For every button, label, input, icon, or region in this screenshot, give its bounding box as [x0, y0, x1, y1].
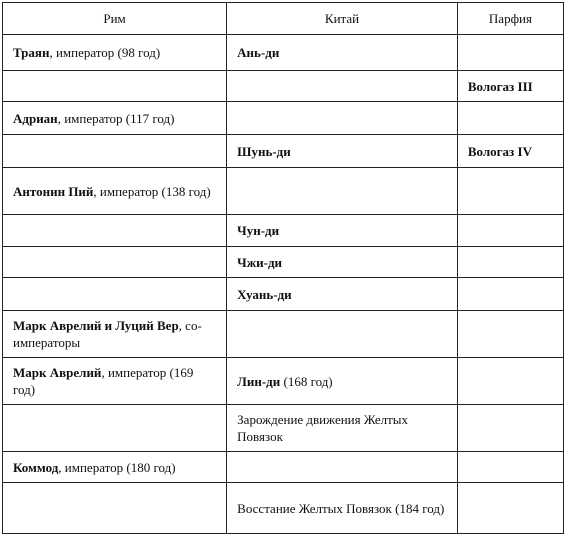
table-row [3, 311, 564, 358]
cell-china [227, 358, 458, 405]
cell-parthia [457, 311, 563, 358]
cell-rome [3, 452, 227, 483]
china-detail: Восстание Желтых Повязок (184 год) [237, 500, 445, 516]
cell-parthia [457, 102, 563, 135]
china-detail: (168 год) [280, 373, 333, 389]
table-row [3, 102, 564, 135]
rome-detail: , император (138 год) [93, 183, 211, 199]
cell-parthia [457, 452, 563, 483]
table-row [3, 483, 564, 534]
cell-china [227, 311, 458, 358]
cell-china [227, 135, 458, 168]
table-row [3, 452, 564, 483]
rome-name: Антонин Пий [13, 183, 94, 199]
cell-rome [3, 71, 227, 102]
cell-rome [3, 135, 227, 168]
rome-detail: , император (98 год) [49, 45, 161, 60]
china-detail: Зарождение движения Желтых Повязок [237, 412, 409, 444]
cell-parthia [457, 483, 563, 534]
header-china: Китай [227, 3, 458, 35]
header-row [3, 3, 564, 35]
table-row [3, 405, 564, 452]
china-name: Ань-ди [237, 45, 280, 60]
china-name: Хуань-ди [237, 286, 292, 302]
cell-rome [3, 405, 227, 452]
table-row [3, 358, 564, 405]
cell-rome [3, 358, 227, 405]
table-row [3, 135, 564, 168]
rome-detail: , император (169 год) [13, 365, 194, 397]
cell-rome [3, 35, 227, 71]
cell-parthia [457, 358, 563, 405]
cell-china [227, 452, 458, 483]
rome-detail: , со-императоры [13, 318, 202, 350]
rome-name: Марк Аврелий и Луций Вер [13, 318, 179, 333]
table-row [3, 278, 564, 311]
rome-name: Коммод [13, 459, 59, 475]
cell-parthia [457, 35, 563, 71]
cell-china [227, 71, 458, 102]
china-name: Чжи-ди [237, 254, 283, 270]
cell-rome [3, 278, 227, 311]
cell-parthia [457, 168, 563, 215]
cell-parthia [457, 135, 563, 168]
rome-name: Траян [13, 45, 50, 60]
cell-china [227, 247, 458, 278]
cell-rome [3, 168, 227, 215]
header-rome: Рим [3, 3, 227, 35]
table-row [3, 168, 564, 215]
cell-china [227, 168, 458, 215]
rome-detail: , император (180 год) [58, 459, 176, 475]
cell-china [227, 278, 458, 311]
china-name: Лин-ди [237, 373, 281, 389]
table-row [3, 35, 564, 71]
cell-rome [3, 483, 227, 534]
cell-china [227, 215, 458, 247]
china-name: Шунь-ди [237, 143, 291, 159]
rome-name: Адриан [13, 110, 58, 126]
cell-parthia [457, 247, 563, 278]
cell-parthia [457, 215, 563, 247]
cell-parthia [457, 71, 563, 102]
cell-china [227, 102, 458, 135]
table-row [3, 71, 564, 102]
cell-china [227, 483, 458, 534]
parthia-name: Вологаз IV [467, 143, 532, 159]
cell-parthia [457, 278, 563, 311]
rome-name: Марк Аврелий [13, 365, 102, 380]
cell-rome [3, 102, 227, 135]
cell-china [227, 35, 458, 71]
cell-parthia [457, 405, 563, 452]
china-name: Чун-ди [237, 223, 280, 238]
cell-rome [3, 215, 227, 247]
table-row [3, 215, 564, 247]
parthia-name: Вологаз III [467, 78, 533, 94]
cell-china [227, 405, 458, 452]
cell-rome [3, 311, 227, 358]
table-row [3, 247, 564, 278]
cell-rome [3, 247, 227, 278]
chronology-table [2, 2, 564, 534]
header-parthia: Парфия [457, 3, 563, 35]
rome-detail: , император (117 год) [57, 110, 175, 126]
